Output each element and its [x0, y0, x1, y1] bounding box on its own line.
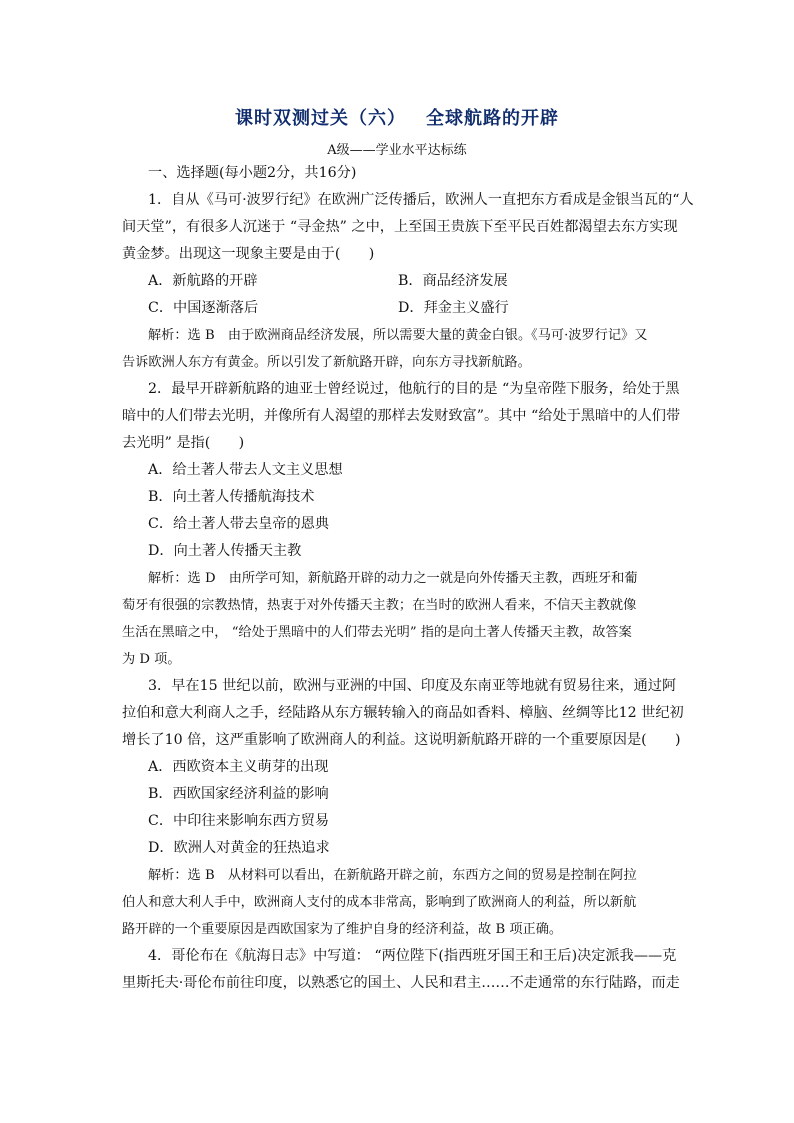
option-b: B．向土著人传播航海技术 [148, 489, 315, 505]
analysis-line: 解析：选 D 由所学可知，新航路开辟的动力之一就是向外传播天主教，西班牙和葡 [148, 571, 638, 586]
option-c: C．给土著人带去皇帝的恩典 [148, 516, 330, 532]
question-text-line: 拉伯和意大利商人之手，经陆路从东方辗转输入的商品如香料、樟脑、丝绸等比12 世纪初 [122, 705, 684, 721]
analysis-line: 萄牙有很强的宗教热情，热衷于对外传播天主教；在当时的欧洲人看来，不信天主教就像 [122, 598, 637, 613]
question-text-line: 暗中的人们带去光明，并像所有人渴望的那样去发财致富”。其中 “给处于黑暗中的人们带 [122, 408, 681, 424]
title-part1: 课时双测过关（六） [235, 108, 406, 129]
option-b: B．西欧国家经济利益的影响 [148, 786, 329, 802]
question-text-line: 里斯托夫·哥伦布前往印度，以熟悉它的国土、人民和君主……不走通常的东行陆路，而走 [122, 975, 680, 991]
analysis-line: 解析：选 B 从材料可以看出，在新航路开辟之前，东西方之间的贸易是控制在阿拉 [148, 868, 637, 883]
options-row [122, 268, 677, 295]
document-body [122, 160, 694, 997]
question-text-line: 间天堂”，有很多人沉迷于 “寻金热” 之中，上至国王贵族下至平民百姓都渴望去东方实现 [122, 219, 678, 235]
options-row [122, 295, 677, 322]
option-b: B．商品经济发展 [398, 273, 508, 289]
question-text-line: 增长了10 倍，这严重影响了欧洲商人的利益。这说明新航路开辟的一个重要原因是( ) [122, 732, 681, 748]
analysis-line: 为 D 项。 [122, 652, 181, 667]
question-3 [122, 673, 684, 943]
page-title [0, 104, 794, 130]
analysis-line: 生活在黑暗之中， “给处于黑暗中的人们带去光明” 指的是向土著人传播天主教，故答案 [122, 625, 632, 640]
option-d: D．向土著人传播天主教 [148, 543, 302, 559]
analysis-line: 解析：选 B 由于欧洲商品经济发展，所以需要大量的黄金白银。《马可·波罗行记》又 [148, 328, 648, 343]
question-text-line: 1．自从《马可·波罗行纪》在欧洲广泛传播后，欧洲人一直把东方看成是金银当瓦的“人 [148, 192, 694, 208]
question-text-line: 去光明” 是指( ) [122, 435, 245, 451]
page-subtitle: A级——学业水平达标练 [327, 143, 467, 158]
option-a: A．给土著人带去人文主义思想 [148, 462, 343, 478]
question-text-line: 4．哥伦布在《航海日志》中写道： “两位陛下(指西班牙国王和王后)决定派我——克 [148, 948, 677, 964]
question-2 [122, 376, 681, 673]
analysis-line: 路开辟的一个重要原因是西欧国家为了维护自身的经济利益，故 B 项正确。 [122, 922, 563, 937]
question-4 [122, 943, 680, 997]
analysis-line: 伯人和意大利人手中，欧洲商人支付的成本非常高，影响到了欧洲商人的利益，所以新航 [122, 895, 637, 910]
analysis-line: 告诉欧洲人东方有黄金。所以引发了新航路开辟，向东方寻找新航路。 [122, 355, 531, 370]
option-d: D．拜金主义盛行 [398, 300, 509, 316]
option-a: A．西欧资本主义萌芽的出现 [148, 759, 329, 775]
option-c: C．中印往来影响东西方贸易 [148, 813, 330, 829]
title-part2: 全球航路的开辟 [426, 108, 559, 129]
question-1 [122, 187, 694, 376]
option-a: A．新航路的开辟 [148, 273, 258, 289]
option-d: D．欧洲人对黄金的狂热追求 [148, 840, 330, 856]
question-text-line: 2．最早开辟新航路的迪亚士曾经说过，他航行的目的是 “为皇帝陛下服务，给处于黑 [148, 381, 680, 397]
option-c: C．中国逐渐落后 [148, 300, 259, 316]
question-text-line: 3．早在15 世纪以前，欧洲与亚洲的中国、印度及东南亚等地就有贸易往来，通过阿 [148, 678, 677, 694]
section-heading: 一、选择题(每小题2分，共16分) [148, 165, 357, 181]
question-text-line: 黄金梦。出现这一现象主要是由于( ) [122, 246, 375, 262]
